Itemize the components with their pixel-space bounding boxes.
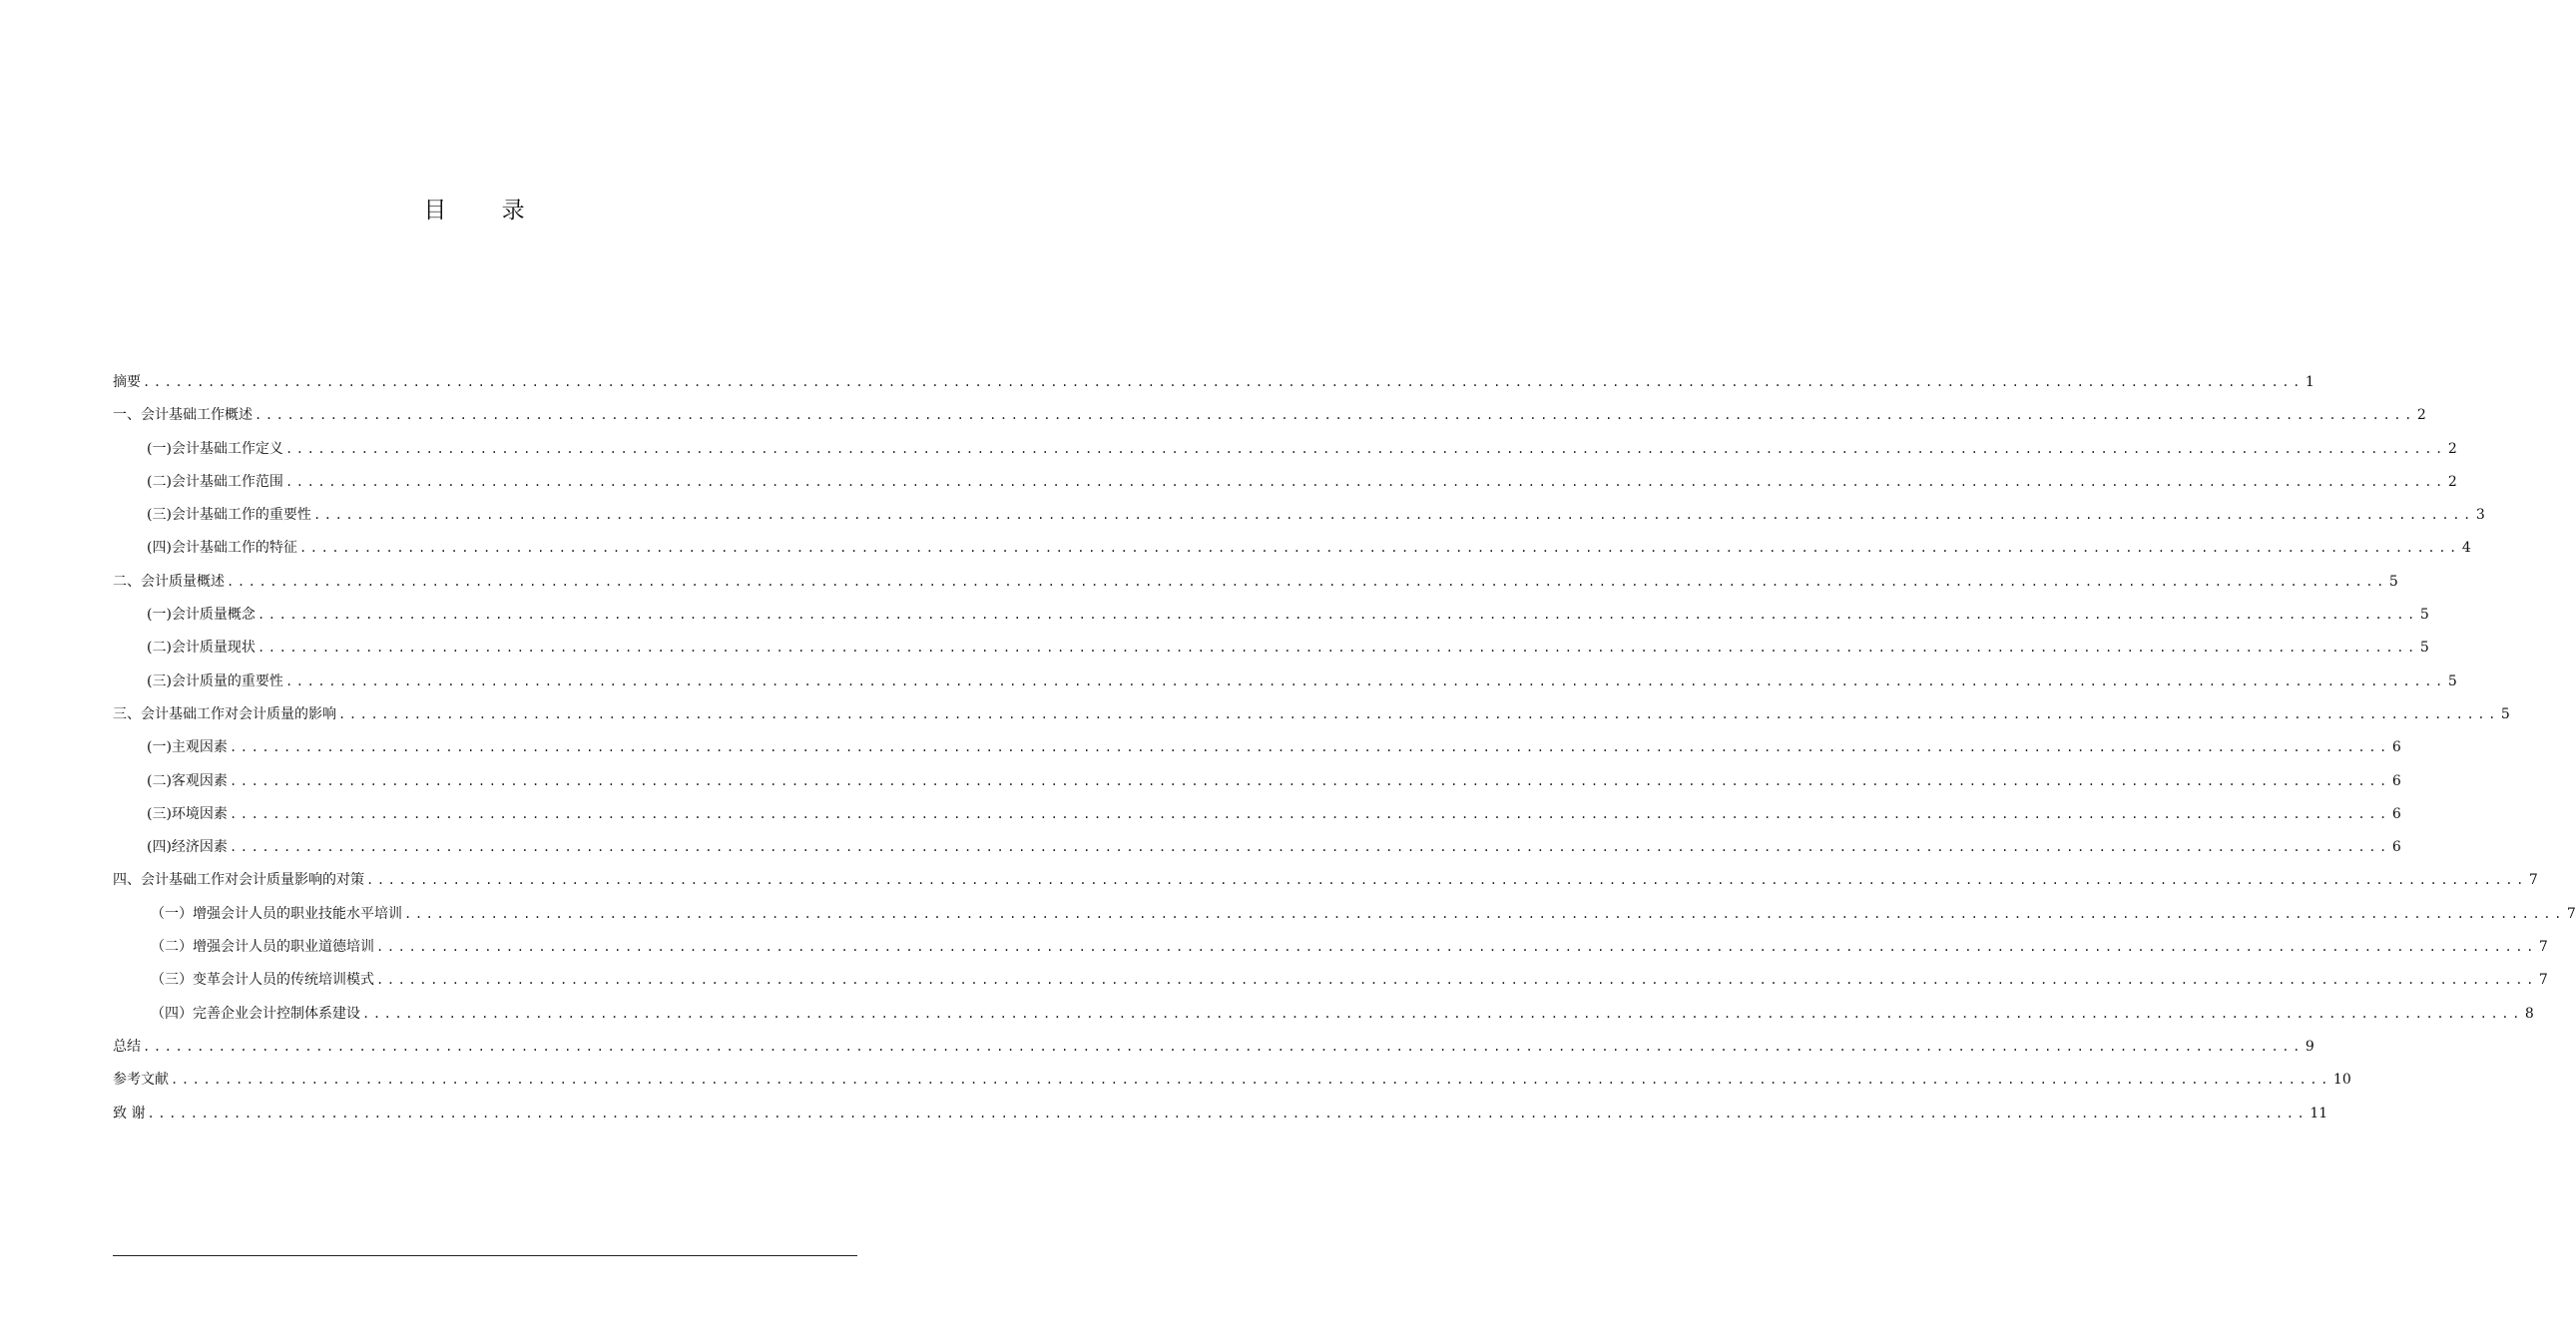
toc-entry-page-number: 5 — [2419, 607, 2429, 624]
toc-dot-leader: ........................................................................................................................................................................................................ — [257, 608, 2418, 623]
toc-entry-page-number: 8 — [2524, 1005, 2534, 1022]
toc-entry-page-number: 5 — [2447, 672, 2457, 689]
toc-dot-leader: ........................................................................................................................................................................................................ — [284, 441, 2446, 456]
toc-dot-leader: ........................................................................................................................................................................................................ — [298, 541, 2460, 556]
toc-entry-label: (二)会计质量现状 — [147, 640, 256, 657]
toc-dot-leader: ........................................................................................................................................................................................................ — [143, 375, 2304, 389]
toc-entry-label: 三、会计基础工作对会计质量的影响 — [113, 705, 336, 722]
toc-dot-leader: ........................................................................................................................................................................................................ — [338, 706, 2499, 721]
toc-entry[interactable] — [113, 472, 2457, 505]
toc-entry-label: 总结 — [113, 1038, 141, 1055]
toc-entry[interactable] — [113, 1004, 2534, 1037]
toc-entry[interactable] — [113, 870, 2538, 903]
toc-entry-page-number: 7 — [2528, 872, 2538, 889]
toc-dot-leader: ........................................................................................................................................................................................................ — [229, 840, 2390, 855]
footer-rule — [113, 1255, 857, 1256]
toc-entry[interactable] — [113, 605, 2429, 638]
toc-entry-label: (二)客观因素 — [147, 772, 228, 789]
toc-dot-leader: ........................................................................................................................................................................................................ — [229, 773, 2390, 788]
toc-entry-label: (三)环境因素 — [147, 805, 228, 822]
toc-dot-leader: ........................................................................................................................................................................................................ — [229, 740, 2390, 755]
toc-entry[interactable] — [113, 439, 2457, 472]
toc-entry-label: （二）增强会计人员的职业道德培训 — [151, 939, 374, 956]
toc-entry[interactable] — [113, 372, 2315, 405]
toc-entry[interactable] — [113, 704, 2510, 737]
toc-dot-leader: ........................................................................................................................................................................................................ — [143, 1039, 2304, 1054]
toc-entry-page-number: 7 — [2538, 939, 2548, 956]
toc-entry-page-number: 6 — [2391, 839, 2401, 856]
toc-entry-page-number: 2 — [2447, 473, 2457, 490]
toc-entry-label: 致 谢 — [113, 1105, 146, 1121]
toc-entry-label: (四)经济因素 — [147, 839, 228, 856]
toc-entry[interactable] — [113, 1104, 2328, 1136]
toc-entry-page-number: 7 — [2566, 905, 2576, 922]
toc-entry-page-number: 7 — [2538, 972, 2548, 989]
toc-dot-leader: ........................................................................................................................................................................................................ — [312, 508, 2474, 523]
table-of-contents — [113, 372, 2576, 1136]
toc-entry[interactable] — [113, 937, 2548, 970]
toc-entry-page-number: 6 — [2391, 772, 2401, 789]
toc-entry-page-number: 5 — [2500, 705, 2510, 722]
toc-entry-label: 一、会计基础工作概述 — [113, 407, 253, 424]
toc-dot-leader: ........................................................................................................................................................................................................ — [284, 673, 2446, 688]
toc-entry-label: (一)主观因素 — [147, 739, 228, 756]
toc-dot-leader: ........................................................................................................................................................................................................ — [284, 474, 2446, 489]
toc-dot-leader: ........................................................................................................................................................................................................ — [257, 641, 2418, 656]
toc-entry-page-number: 9 — [2305, 1038, 2315, 1055]
toc-entry-label: (三)会计基础工作的重要性 — [147, 507, 311, 524]
toc-entry[interactable] — [113, 970, 2548, 1003]
toc-entry-page-number: 10 — [2332, 1072, 2351, 1089]
toc-entry-page-number: 5 — [2388, 573, 2398, 590]
toc-entry-label: （一）增强会计人员的职业技能水平培训 — [151, 905, 402, 922]
toc-entry[interactable] — [113, 638, 2429, 670]
toc-entry-page-number: 4 — [2461, 540, 2471, 557]
toc-entry-label: （四）完善企业会计控制体系建设 — [151, 1005, 360, 1022]
toc-entry-label: (四)会计基础工作的特征 — [147, 540, 297, 557]
toc-entry-page-number: 5 — [2419, 640, 2429, 657]
toc-entry-label: 摘要 — [113, 374, 141, 390]
toc-entry[interactable] — [113, 538, 2471, 571]
toc-entry-page-number: 6 — [2391, 805, 2401, 822]
toc-dot-leader: ........................................................................................................................................................................................................ — [366, 873, 2527, 888]
toc-entry[interactable] — [113, 1070, 2351, 1103]
toc-entry-label: (三)会计质量的重要性 — [147, 672, 283, 689]
toc-entry[interactable] — [113, 671, 2457, 704]
toc-entry-label: 参考文献 — [113, 1072, 169, 1089]
toc-dot-leader: ........................................................................................................................................................................................................ — [227, 574, 2387, 589]
toc-dot-leader: ........................................................................................................................................................................................................ — [376, 973, 2537, 988]
toc-dot-leader: ........................................................................................................................................................................................................ — [171, 1073, 2331, 1088]
toc-entry-label: 二、会计质量概述 — [113, 573, 225, 590]
toc-entry-page-number: 6 — [2391, 739, 2401, 756]
toc-entry-page-number: 11 — [2310, 1105, 2328, 1121]
toc-entry[interactable] — [113, 737, 2401, 770]
toc-dot-leader: ........................................................................................................................................................................................................ — [404, 906, 2565, 921]
toc-dot-leader: ........................................................................................................................................................................................................ — [362, 1006, 2523, 1021]
toc-entry[interactable] — [113, 505, 2485, 538]
toc-entry-page-number: 2 — [2447, 440, 2457, 457]
toc-entry-page-number: 1 — [2305, 374, 2315, 390]
toc-entry[interactable] — [113, 1037, 2315, 1070]
toc-dot-leader: ........................................................................................................................................................................................................ — [147, 1106, 2309, 1120]
toc-entry[interactable] — [113, 572, 2398, 605]
toc-entry-label: (一)会计质量概念 — [147, 607, 256, 624]
toc-entry[interactable] — [113, 804, 2401, 837]
toc-entry-label: 四、会计基础工作对会计质量影响的对策 — [113, 872, 364, 889]
page-title: 目 录 — [423, 198, 549, 224]
toc-entry[interactable] — [113, 904, 2576, 937]
toc-entry-label: （三）变革会计人员的传统培训模式 — [151, 972, 374, 989]
toc-entry-label: (一)会计基础工作定义 — [147, 440, 283, 457]
toc-entry[interactable] — [113, 771, 2401, 804]
toc-dot-leader: ........................................................................................................................................................................................................ — [376, 940, 2537, 955]
toc-entry-page-number: 3 — [2475, 507, 2485, 524]
toc-dot-leader: ........................................................................................................................................................................................................ — [255, 408, 2415, 423]
toc-entry[interactable] — [113, 405, 2426, 438]
toc-dot-leader: ........................................................................................................................................................................................................ — [229, 806, 2390, 821]
toc-entry-label: (二)会计基础工作范围 — [147, 473, 283, 490]
toc-entry[interactable] — [113, 837, 2401, 870]
toc-entry-page-number: 2 — [2416, 407, 2426, 424]
